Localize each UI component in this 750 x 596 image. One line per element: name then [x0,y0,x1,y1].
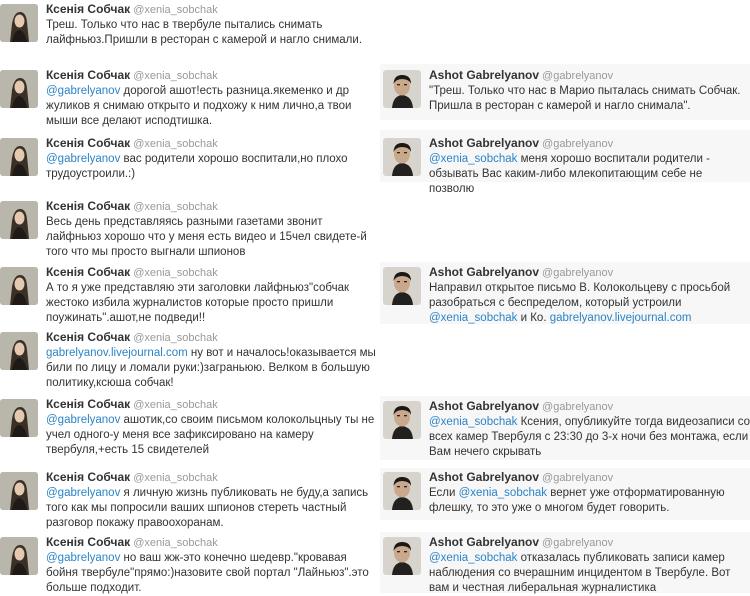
mention-link[interactable]: @gabrelyanov [46,552,121,564]
mention-link[interactable]: @xenia_sobchak [429,552,518,564]
xenia-tweet [0,470,378,531]
tweet-author-handle[interactable]: @xenia_sobchak [133,399,218,411]
ashot-avatar[interactable] [383,472,421,510]
xenia-avatar[interactable] [0,267,38,305]
mention-link[interactable]: @gabrelyanov [46,85,121,97]
portrait-man-icon [383,267,421,305]
tweet-author-handle[interactable]: @gabrelyanov [542,138,614,150]
ashot-avatar[interactable] [383,70,421,108]
xenia-tweet [0,535,378,596]
tweet-author-handle[interactable]: @gabrelyanov [542,70,614,82]
tweet-text: @gabrelyanov но ваш жж-это конечно шедевр."кровавая бойня твербуле"прямо:)назовите свой портал "Лайньюз".это больше подходит. [46,552,369,594]
portrait-woman-icon [0,267,38,305]
ashot-tweet [383,136,750,197]
mention-link[interactable]: @gabrelyanov [46,487,121,499]
tweet-author-name[interactable]: Ashot Gabrelyanov [429,470,540,484]
mention-link[interactable]: @gabrelyanov [46,153,121,165]
ashot-tweet [383,68,750,114]
portrait-man-icon [383,537,421,575]
tweet-author-name[interactable]: Ксенiя Собчак [46,136,131,150]
ashot-avatar[interactable] [383,401,421,439]
portrait-woman-icon [0,537,38,575]
tweet-text: @gabrelyanov вас родители хорошо воспитали,но плохо трудоустроили.:) [46,153,348,180]
portrait-woman-icon [0,332,38,370]
ashot-avatar[interactable] [383,537,421,575]
portrait-man-icon [383,401,421,439]
ashot-tweet [383,470,750,516]
tweet-author-name[interactable]: Ксенiя Собчак [46,265,131,279]
portrait-woman-icon [0,399,38,437]
tweet-text: "Треш. Только что нас в Марио пыталась снимать Собчак. Пришла в ресторан с камерой и нагло снимала". [429,85,741,112]
portrait-woman-icon [0,472,38,510]
tweet-text: Треш. Только что нас в твербуле пытались снимать лайфньюз.Пришли в ресторан с камерой и нагло снимали. [46,19,363,46]
tweet-text: Направил открытое письмо В. Колокольцеву с просьбой разобраться с беспределом, который устроили @xenia_sobchak и Ко. gabrelyanov.livejournal.com [429,282,731,324]
ashot-tweet [383,265,750,326]
portrait-woman-icon [0,70,38,108]
portrait-woman-icon [0,4,38,42]
tweet-author-handle[interactable]: @gabrelyanov [542,472,614,484]
tweet-author-handle[interactable]: @gabrelyanov [542,267,614,279]
tweet-text: @gabrelyanov я личную жизнь публиковать не буду,а запись того как мы попросили ваших шпионов стереть частный разговор покажу правоохоранам. [46,487,369,529]
tweet-author-name[interactable]: Ashot Gabrelyanov [429,535,540,549]
portrait-man-icon [383,472,421,510]
xenia-tweet [0,2,378,48]
url-link[interactable]: gabrelyanov.livejournal.com [46,347,188,359]
tweet-author-name[interactable]: Ксенiя Собчак [46,470,131,484]
xenia-tweet [0,136,378,182]
tweet-author-name[interactable]: Ксенiя Собчак [46,199,131,213]
xenia-tweet [0,330,378,391]
tweet-author-name[interactable]: Ashot Gabrelyanov [429,399,540,413]
tweet-author-handle[interactable]: @xenia_sobchak [133,4,218,16]
tweet-text: @gabrelyanov дорогой ашот!есть разница.якеменко и др жуликов я снимаю открыто и подхожу к ним лично,а твои мыши все делают исподтишка. [46,85,352,127]
xenia-avatar[interactable] [0,332,38,370]
xenia-avatar[interactable] [0,201,38,239]
tweet-text: А то я уже представляю эти заголовки лайфньюз"собчак жестоко избила журналистов которые просто пришли поужинать".ашот,не подведи!! [46,282,350,324]
tweet-author-name[interactable]: Ashot Gabrelyanov [429,68,540,82]
xenia-tweet [0,265,378,326]
xenia-tweet [0,199,378,260]
xenia-avatar[interactable] [0,399,38,437]
tweet-text: gabrelyanov.livejournal.com ну вот и началось!оказывается мы били по лицу и ломали руки:)заграньюю. Велком в большую политику,ксюша собчак! [46,347,376,389]
portrait-man-icon [383,138,421,176]
ashot-tweet [383,399,750,460]
ashot-avatar[interactable] [383,138,421,176]
tweet-text: Весь день представляясь разными газетами звонит лайфньюз хорошо что у меня есть видео и 15чел свидете-й того что мы просто выгнали шпионов [46,216,367,258]
xenia-avatar[interactable] [0,4,38,42]
tweet-author-name[interactable]: Ксенiя Собчак [46,68,131,82]
tweet-author-name[interactable]: Ashot Gabrelyanov [429,136,540,150]
tweet-author-handle[interactable]: @gabrelyanov [542,537,614,549]
xenia-tweet [0,68,378,129]
tweet-text: Если @xenia_sobchak вернет уже отформатированную флешку, то это уже о многом будет говорить. [429,487,725,514]
portrait-man-icon [383,70,421,108]
tweet-text: @xenia_sobchak Ксения, опубликуйте тогда видеозаписи со всех камер Твербуля с 23:30 до 3-х ночи без монтажа, если Вам нечего скрывать [429,416,750,458]
tweet-author-name[interactable]: Ashot Gabrelyanov [429,265,540,279]
tweet-author-handle[interactable]: @xenia_sobchak [133,201,218,213]
xenia-tweet [0,397,378,458]
mention-link[interactable]: @xenia_sobchak [429,312,518,324]
tweet-author-name[interactable]: Ксенiя Собчак [46,330,131,344]
tweet-author-handle[interactable]: @xenia_sobchak [133,537,218,549]
tweet-author-handle[interactable]: @xenia_sobchak [133,138,218,150]
xenia-avatar[interactable] [0,537,38,575]
ashot-avatar[interactable] [383,267,421,305]
tweet-author-handle[interactable]: @xenia_sobchak [133,70,218,82]
xenia-avatar[interactable] [0,70,38,108]
tweet-author-handle[interactable]: @xenia_sobchak [133,267,218,279]
portrait-woman-icon [0,138,38,176]
xenia-avatar[interactable] [0,472,38,510]
mention-link[interactable]: @xenia_sobchak [429,153,518,165]
tweet-author-handle[interactable]: @xenia_sobchak [133,332,218,344]
tweet-text: @xenia_sobchak отказалась публиковать записи камер наблюдения со вчерашним инцидентом в Твербуле. Вот вам и честная либеральная журналистика [429,552,731,594]
tweet-text: @xenia_sobchak меня хорошо воспитали родители - обзывать Вас каким-либо млекопитающим себе не позволю [429,153,710,195]
mention-link[interactable]: @gabrelyanov [46,414,121,426]
xenia-avatar[interactable] [0,138,38,176]
portrait-woman-icon [0,201,38,239]
mention-link[interactable]: @xenia_sobchak [458,487,548,499]
url-link[interactable]: gabrelyanov.livejournal.com [549,312,692,324]
tweet-text: @gabrelyanov ашотик,со своим письмом колокольцныу ты не учел одного-у меня все зафиксировано на камеру твербуля,+есть 15 свидетелей [46,414,375,456]
mention-link[interactable]: @xenia_sobchak [429,416,518,428]
tweet-author-name[interactable]: Ксенiя Собчак [46,2,131,16]
tweet-author-handle[interactable]: @xenia_sobchak [133,472,218,484]
tweet-author-name[interactable]: Ксенiя Собчак [46,535,131,549]
tweet-author-name[interactable]: Ксенiя Собчак [46,397,131,411]
tweet-author-handle[interactable]: @gabrelyanov [542,401,614,413]
ashot-tweet [383,535,750,596]
